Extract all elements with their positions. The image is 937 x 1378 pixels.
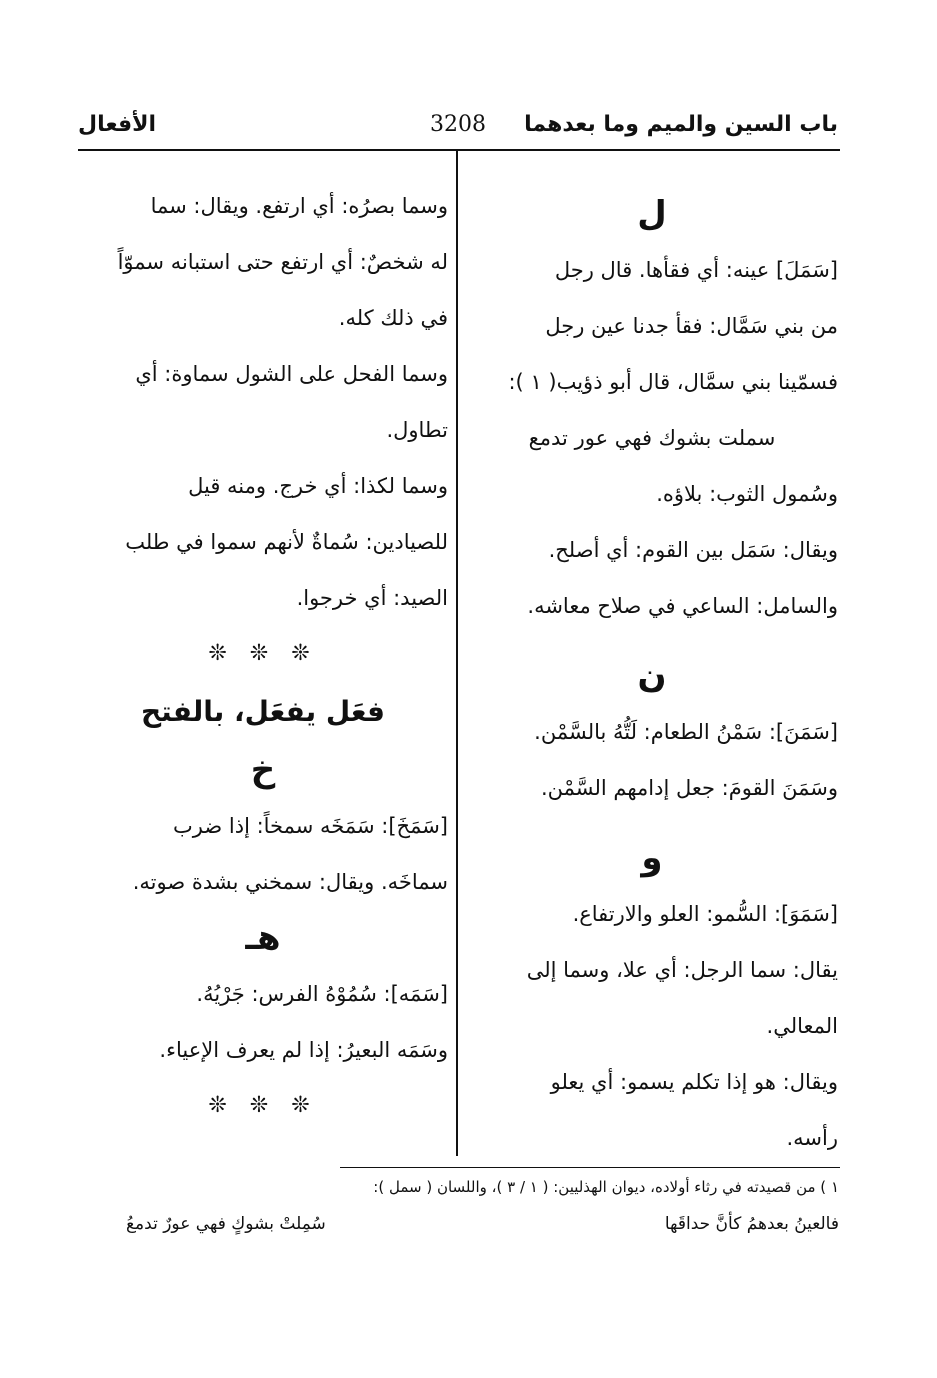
text-line: ويقال: سَمَل بين القوم: أي أصلح.	[548, 538, 838, 562]
page-header	[78, 112, 838, 148]
text-line: الصيد: أي خرجوا.	[296, 586, 448, 610]
letter-heading-lam: ل	[637, 194, 667, 234]
text-line: وسما الفحل على الشول سماوة: أي	[135, 362, 448, 386]
verse-line: سملت بشوك فهي عور تدمع	[528, 426, 776, 450]
text-line: [سَمَنَ]: سَمْنُ الطعام: لَتُّهُ بالسَّمْن.	[534, 720, 838, 744]
spacer	[466, 634, 838, 648]
page-number: 3208	[430, 112, 486, 137]
section-heading: فعَل يفعَل، بالفتح	[140, 695, 386, 728]
text-line: وسَمَنَ القومَ: جعل إدامهم السَّمْن.	[540, 776, 838, 800]
text-line: وسما لكذا: أي خرج. ومنه قيل	[188, 474, 448, 498]
text-line: [سَمَوَ]: السُّمو: العلو والارتفاع.	[572, 902, 838, 926]
text-line: فسمّينا بني سمَّال، قال أبو ذؤيب( ١ ):	[508, 370, 838, 394]
text-line: [سَمَه]: سُمُوْهُ الفرس: جَرْيُهُ.	[196, 982, 448, 1006]
section-separator: ❊ ❊ ❊	[208, 641, 318, 666]
footnote-rule	[340, 1167, 840, 1168]
letter-heading-ha: هـ	[245, 918, 281, 958]
text-line: للصيادين: سُماةٌ لأنهم سموا في طلب	[125, 530, 448, 554]
chapter-title: باب السين والميم وما بعدهما	[524, 112, 838, 137]
text-line: له شخصٌ: أي ارتفع حتى استبانه سموّاً	[117, 250, 448, 274]
footnote-verse-first-half: فالعينُ بعدهمُ كأنَّ حداقَها	[664, 1214, 839, 1234]
text-line: يقال: سما الرجل: أي علا، وسما إلى	[526, 958, 838, 982]
text-line: سماخَه. ويقال: سمخني بشدة صوته.	[132, 870, 448, 894]
right-column	[466, 186, 838, 1166]
footnote-verse-second-half: سُمِلتْ بشوكٍ فهي عورٌ تدمعُ	[126, 1214, 326, 1234]
left-column	[78, 178, 448, 1134]
letter-heading-nun: ن	[637, 656, 667, 696]
header-rule	[78, 149, 840, 151]
text-line: والسامل: الساعي في صلاح معاشه.	[527, 594, 838, 618]
footnote-text: ١ ) من قصيدته في رثاء أولاده، ديوان الهذليين: ( ١ / ٣ )، واللسان ( سمل ):	[373, 1178, 839, 1196]
text-line: في ذلك كله.	[338, 306, 448, 330]
text-line: [سَمَخَ]: سَمَخَه سمخاً: إذا ضرب	[173, 814, 448, 838]
column-divider	[456, 151, 458, 1156]
text-line: [سَمَلَ] عينه: أي فقأها. قال رجل	[554, 258, 838, 282]
section-separator: ❊ ❊ ❊	[208, 1093, 318, 1118]
letter-heading-waw: و	[641, 838, 663, 878]
text-line: وسُمول الثوب: بلاؤه.	[656, 482, 838, 506]
text-line: المعالي.	[766, 1014, 838, 1038]
text-line: من بني سَمَّال: فقأ جدنا عين رجل	[545, 314, 838, 338]
letter-heading-kha: خ	[250, 750, 276, 790]
spacer	[466, 816, 838, 830]
text-line: تطاول.	[386, 418, 448, 442]
text-line: رأسه.	[786, 1126, 838, 1150]
text-line: وسما بصرُه: أي ارتفع. ويقال: سما	[150, 194, 448, 218]
text-line: ويقال: هو إذا تكلم يسمو: أي يعلو	[550, 1070, 838, 1094]
section-title: الأفعال	[78, 112, 157, 137]
text-line: وسَمَه البعيرُ: إذا لم يعرف الإعياء.	[159, 1038, 448, 1062]
